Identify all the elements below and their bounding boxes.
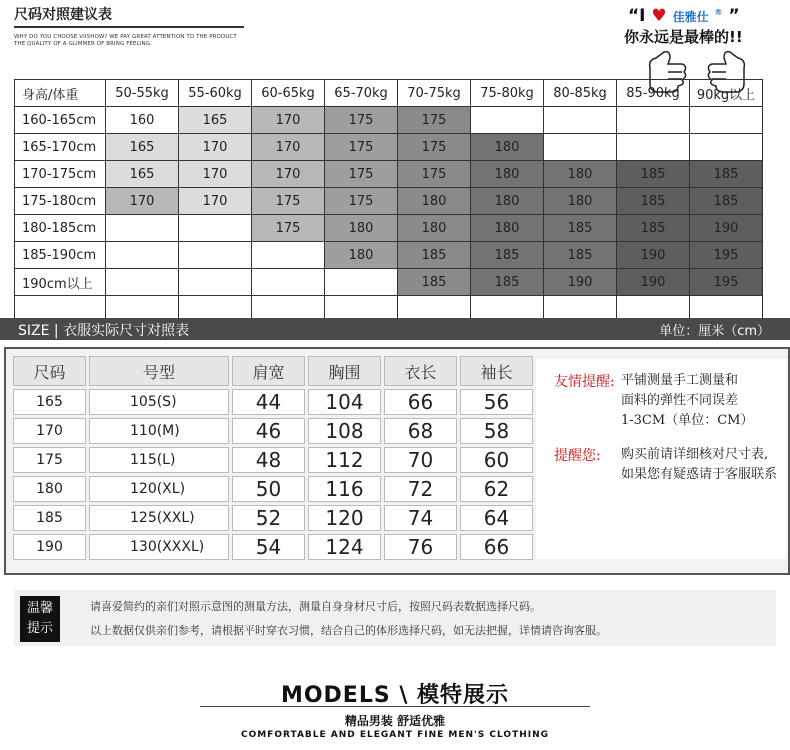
size-cell: 180 (544, 161, 617, 188)
badge-line: 提示 (26, 621, 53, 636)
size-cell: 180 (398, 188, 471, 215)
size-value: 175 (13, 447, 86, 473)
size-cell: 180 (544, 188, 617, 215)
table-row (13, 418, 533, 444)
size-cell: 185 (690, 161, 763, 188)
size-cell (106, 215, 179, 242)
shoulder-value: 46 (232, 418, 305, 444)
size-cell: 190 (544, 269, 617, 296)
table-row (13, 476, 533, 502)
size-cell (690, 134, 763, 161)
size-cell: 185 (471, 269, 544, 296)
size-value: 180 (13, 476, 86, 502)
size-cell: 175 (325, 161, 398, 188)
length-value: 74 (384, 505, 457, 531)
reminder-line-1: 请喜爱简约的亲们对照示意图的测量方法，测量自身身材尺寸后，按照尺码表数据选择尺码。 (90, 600, 541, 613)
header-shoulder: 肩宽 (232, 356, 305, 386)
sleeve-value: 56 (460, 389, 533, 415)
size-cell (617, 107, 690, 134)
table-row (15, 134, 763, 161)
size-cell: 195 (690, 242, 763, 269)
sleeve-value: 58 (460, 418, 533, 444)
models-english: COMFORTABLE AND ELEGANT FINE MEN'S CLOTHING (240, 730, 550, 740)
chest-value: 120 (308, 505, 381, 531)
unit-label: 单位：厘米（cm） (659, 324, 770, 339)
table-header-row (13, 356, 533, 386)
height-label: 180-185cm (15, 215, 106, 242)
height-label: 185-190cm (15, 242, 106, 269)
shoulder-value: 54 (232, 534, 305, 560)
shoulder-value: 52 (232, 505, 305, 531)
warm-reminder (14, 590, 776, 646)
type-value: 110(M) (89, 418, 229, 444)
sleeve-value: 66 (460, 534, 533, 560)
shoulder-value: 50 (232, 476, 305, 502)
header-sleeve: 袖长 (460, 356, 533, 386)
sleeve-value: 64 (460, 505, 533, 531)
tip-label-remind: 提醒您: (554, 448, 601, 464)
size-cell: 185 (690, 188, 763, 215)
size-cell: 170 (179, 188, 252, 215)
size-cell (179, 269, 252, 296)
size-value: 165 (13, 389, 86, 415)
size-cell: 175 (398, 134, 471, 161)
size-cell: 170 (252, 161, 325, 188)
size-cell: 190 (617, 242, 690, 269)
chest-value: 124 (308, 534, 381, 560)
chest-value: 112 (308, 447, 381, 473)
size-cell: 160 (106, 107, 179, 134)
chart-title: 尺码对照建议表 (14, 7, 112, 23)
reminder-line-2: 以上数据仅供亲们参考，请根据平时穿衣习惯，结合自己的体形选择尺码，如无法把握，详情请咨询客服。 (90, 624, 607, 637)
size-cell (544, 134, 617, 161)
brand-row (628, 6, 740, 26)
size-cell: 180 (325, 215, 398, 242)
type-value: 105(S) (89, 389, 229, 415)
chest-value: 108 (308, 418, 381, 444)
size-cell: 170 (179, 161, 252, 188)
size-cell: 180 (398, 215, 471, 242)
garment-measurement-table (10, 353, 536, 563)
type-value: 120(XL) (89, 476, 229, 502)
size-cell: 190 (690, 215, 763, 242)
size-cell (471, 107, 544, 134)
table-row (15, 107, 763, 134)
size-cell: 170 (252, 107, 325, 134)
type-value: 115(L) (89, 447, 229, 473)
header-size: 尺码 (13, 356, 86, 386)
quote-open: “I (628, 6, 646, 26)
weight-header: 80-85kg (544, 80, 617, 107)
size-cell: 165 (106, 161, 179, 188)
table-row (15, 242, 763, 269)
weight-header: 70-75kg (398, 80, 471, 107)
size-cell: 190 (617, 269, 690, 296)
size-cell (325, 269, 398, 296)
size-cell: 185 (544, 242, 617, 269)
weight-header: 60-65kg (252, 80, 325, 107)
table-row (15, 188, 763, 215)
size-cell: 185 (398, 242, 471, 269)
size-cell: 180 (471, 134, 544, 161)
brand-slogan: 你永远是最棒的!! (624, 28, 743, 46)
size-cell: 170 (252, 134, 325, 161)
reminder-badge (20, 596, 60, 642)
table-row (15, 269, 763, 296)
header-length: 衣长 (384, 356, 457, 386)
tip-text-friendly (621, 371, 753, 431)
length-value: 70 (384, 447, 457, 473)
weight-header: 50-55kg (106, 80, 179, 107)
size-cell (252, 269, 325, 296)
height-label: 165-170cm (15, 134, 106, 161)
height-label: 160-165cm (15, 107, 106, 134)
header-type: 号型 (89, 356, 229, 386)
size-cell: 185 (617, 215, 690, 242)
size-value: 170 (13, 418, 86, 444)
corner-label: 身高/体重 (15, 80, 106, 107)
shoulder-value: 44 (232, 389, 305, 415)
size-value: 185 (13, 505, 86, 531)
length-value: 68 (384, 418, 457, 444)
table-row (13, 505, 533, 531)
size-value: 190 (13, 534, 86, 560)
size-cell: 175 (252, 215, 325, 242)
weight-header: 55-60kg (179, 80, 252, 107)
tip-line: 平铺测量手工测量和 (621, 373, 739, 388)
size-cell: 175 (325, 134, 398, 161)
sleeve-value: 60 (460, 447, 533, 473)
size-cell (179, 215, 252, 242)
type-value: 130(XXXL) (89, 534, 229, 560)
section-title: SIZE | 衣服实际尺寸对照表 (18, 323, 190, 339)
type-value: 125(XXL) (89, 505, 229, 531)
size-cell: 175 (252, 188, 325, 215)
models-subtitle: 精品男装 舒适优雅 (344, 714, 446, 728)
size-cell: 180 (471, 215, 544, 242)
subtitle-line-2: THE QUALITY OF A GLIMMER OF BRING FEELING. (14, 41, 152, 47)
size-cell: 175 (398, 107, 471, 134)
weight-header: 65-70kg (325, 80, 398, 107)
tips-box (536, 359, 786, 559)
shoulder-value: 48 (232, 447, 305, 473)
length-value: 66 (384, 389, 457, 415)
size-cell: 185 (398, 269, 471, 296)
size-cell: 170 (179, 134, 252, 161)
size-cell: 185 (471, 242, 544, 269)
tip-label-friendly: 友情提醒: (554, 374, 615, 390)
models-title: MODELS \ 模特展示 (280, 683, 510, 708)
size-cell: 175 (325, 107, 398, 134)
tip-text-remind (621, 445, 777, 485)
size-cell (690, 107, 763, 134)
header-subtitle (14, 34, 274, 48)
tip-line: 1-3CM（单位：CM） (621, 413, 754, 428)
registered-mark: ® (714, 7, 723, 17)
weight-header: 75-80kg (471, 80, 544, 107)
height-label: 175-180cm (15, 188, 106, 215)
title-underline (14, 26, 244, 28)
weight-header: 90kg以上 (690, 80, 763, 107)
length-value: 76 (384, 534, 457, 560)
tip-line: 购买前请详细核对尺寸表, (621, 447, 769, 462)
height-label: 170-175cm (15, 161, 106, 188)
table-row (13, 534, 533, 560)
weight-header: 85-90kg (617, 80, 690, 107)
brand-name: 佳雅仕 (672, 10, 709, 24)
size-cell (106, 242, 179, 269)
table-row (15, 161, 763, 188)
size-cell (252, 242, 325, 269)
size-cell: 165 (179, 107, 252, 134)
size-cell: 195 (690, 269, 763, 296)
models-divider (200, 706, 590, 707)
size-cell: 170 (106, 188, 179, 215)
size-cell: 185 (544, 215, 617, 242)
size-cell: 180 (325, 242, 398, 269)
size-cell: 185 (617, 188, 690, 215)
size-cell (179, 242, 252, 269)
sleeve-value: 62 (460, 476, 533, 502)
table-header-row (15, 80, 763, 107)
heart-icon: ♥ (651, 6, 667, 26)
size-cell: 180 (471, 188, 544, 215)
actual-size-header-bar (0, 318, 790, 340)
header-chest: 胸围 (308, 356, 381, 386)
table-row (13, 389, 533, 415)
chest-value: 116 (308, 476, 381, 502)
subtitle-line-1: WHY DO YOU CHOOSE VIISHOW? WE PAY GREAT ATTENTION TO THE PRODUCT (14, 34, 237, 40)
tip-line: 如果您有疑惑请于客服联系 (621, 467, 778, 482)
size-cell (544, 107, 617, 134)
actual-size-panel (4, 347, 790, 575)
size-cell: 180 (471, 161, 544, 188)
size-cell (106, 269, 179, 296)
badge-line: 温馨 (26, 601, 53, 616)
chest-value: 104 (308, 389, 381, 415)
length-value: 72 (384, 476, 457, 502)
table-row (13, 447, 533, 473)
tip-line: 面料的弹性不同误差 (621, 393, 739, 408)
table-row (15, 215, 763, 242)
height-weight-size-table (14, 79, 763, 323)
size-cell: 185 (617, 161, 690, 188)
size-cell: 175 (398, 161, 471, 188)
size-cell: 175 (325, 188, 398, 215)
size-cell: 165 (106, 134, 179, 161)
height-label: 190cm以上 (15, 269, 106, 296)
size-cell (617, 134, 690, 161)
quote-close: ” (728, 6, 740, 26)
